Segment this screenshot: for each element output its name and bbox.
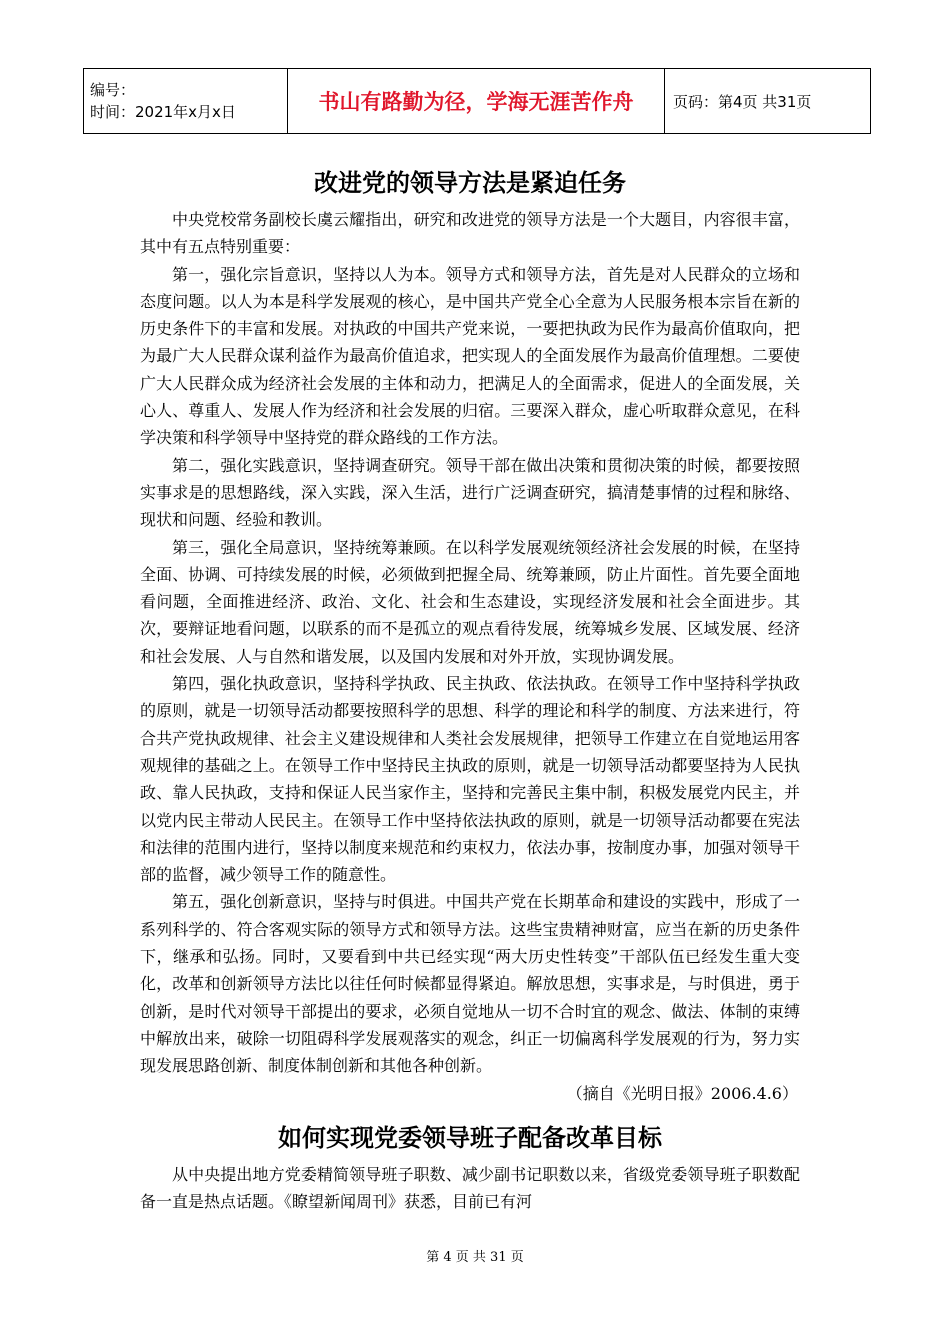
paragraph: 第三，强化全局意识，坚持统筹兼顾。在以科学发展观统领经济社会发展的时候，在坚持全面、协调、可持续发展的时候，必须做到把握全局、统筹兼顾，防止片面性。首先要全面地看问题，全面推进经济、政治、文化、社会和生态建设，实现经济发展和社会全面进步。其次，要辩证地看问题，以联系的而不是孤立的观点看待发展，统筹城乡发展、区域发展、经济和社会发展、人与自然和谐发展，以及国内发展和对外开放，实现协调发展。 bbox=[140, 537, 800, 666]
paragraph: 中央党校常务副校长虞云耀指出，研究和改进党的领导方法是一个大题目，内容很丰富，其中有五点特别重要： bbox=[140, 210, 800, 257]
page-footer: 第 4 页 共 31 页 bbox=[426, 1250, 524, 1265]
paragraph: 第四，强化执政意识，坚持科学执政、民主执政、依法执政。在领导工作中坚持科学执政的原则，就是一切领导活动都要按照科学的思想、科学的理论和科学的制度、方法来进行，符合共产党执政规律、社会主义建设规律和人类社会发展规律，把领导工作建立在自觉地运用客观规律的基础之上。在领导工作中坚持民主执政的原则，就是一切领导活动都要坚持为人民执政、靠人民执政，支持和保证人民当家作主，坚持和完善民主集中制，积极发展党内民主，并以党内民主带动人民民主。在领导工作中坚持依法执政的原则，就是一切领导活动都要在宪法和法律的范围内进行，坚持以制度来规范和约束权力，依法办事，按制度办事，加强对领导干部的监督，减少领导工作的随意性。 bbox=[140, 674, 800, 885]
header-motto: 书山有路勤为径，学海无涯苦作舟 bbox=[288, 69, 665, 134]
paragraph: 第一，强化宗旨意识，坚持以人为本。领导方式和领导方法，首先是对人民群众的立场和态度问题。以人为本是科学发展观的核心，是中国共产党全心全意为人民服务根本宗旨在新的历史条件下的丰富和发展。对执政的中国共产党来说，一要把执政为民作为最高价值取向，把为最广大人民群众谋利益作为最高价值追求，把实现人的全面发展作为最高价值理想。二要使广大人民群众成为经济社会发展的主体和动力，把满足人的全面需求，促进人的全面发展，关心人、尊重人、发展人作为经济和社会发展的归宿。三要深入群众，虚心听取群众意见，在科学决策和科学领导中坚持党的群众路线的工作方法。 bbox=[140, 264, 800, 448]
document-date: 时间：2021年x月x日 bbox=[90, 103, 236, 121]
page-header bbox=[83, 68, 871, 134]
article-source: （摘自《光明日报》2006.4.6） bbox=[566, 1083, 798, 1103]
paragraph: 第二，强化实践意识，坚持调查研究。领导干部在做出决策和贯彻决策的时候，都要按照实事求是的思想路线，深入实践，深入生活，进行广泛调查研究，搞清楚事情的过程和脉络、现状和问题、经验和教训。 bbox=[140, 455, 800, 530]
paragraph: 从中央提出地方党委精简领导班子职数、减少副书记职数以来，省级党委领导班子职数配备一直是热点话题。《瞭望新闻周刊》获悉，目前已有河 bbox=[140, 1164, 800, 1212]
document-number: 编号： bbox=[90, 81, 136, 99]
article-title: 如何实现党委领导班子配备改革目标 bbox=[278, 1123, 662, 1152]
article-title: 改进党的领导方法是紧迫任务 bbox=[314, 169, 626, 197]
document-body bbox=[140, 166, 800, 1215]
header-meta bbox=[84, 69, 288, 134]
paragraph: 第五，强化创新意识，坚持与时俱进。中国共产党在长期革命和建设的实践中，形成了一系列科学的、符合客观实际的领导方式和领导方法。这些宝贵精神财富，应当在新的历史条件下，继承和弘扬。同时，又要看到中共已经实现“两大历史性转变”干部队伍已经发生重大变化，改革和创新领导方法比以往任何时候都显得紧迫。解放思想，实事求是，与时俱进，勇于创新，是时代对领导干部提出的要求，必须自觉地从一切不合时宜的观念、做法、体制的束缚中解放出来，破除一切阻碍科学发展观落实的观念，纠正一切偏离科学发展观的行为，努力实现发展思路创新、制度体制创新和其他各种创新。 bbox=[140, 892, 800, 1076]
header-page-info: 页码：第4页 共31页 bbox=[665, 69, 871, 134]
